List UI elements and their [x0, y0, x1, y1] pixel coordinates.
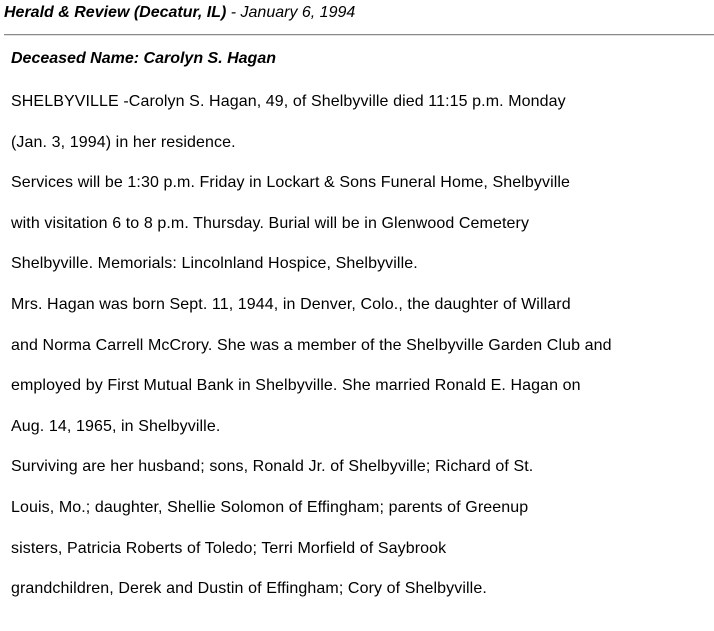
body-line: Mrs. Hagan was born Sept. 11, 1944, in Denver, Colo., the daughter of Willard — [11, 295, 571, 313]
header-divider — [4, 34, 714, 36]
header — [0, 0, 714, 36]
body-line: Aug. 14, 1965, in Shelbyville. — [11, 417, 221, 435]
header-line — [4, 3, 355, 23]
body-line: SHELBYVILLE -Carolyn S. Hagan, 49, of Shelbyville died 11:15 p.m. Monday — [11, 93, 566, 110]
body-line: Shelbyville. Memorials: Lincolnland Hospice, Shelbyville. — [11, 255, 418, 273]
header-separator: - — [226, 4, 241, 21]
body-line: and Norma Carrell McCrory. She was a member of the Shelbyville Garden Club and — [11, 336, 612, 354]
body-line: Surviving are her husband; sons, Ronald Jr. of Shelbyville; Richard of St. — [11, 458, 534, 476]
body-line: Services will be 1:30 p.m. Friday in Lockart & Sons Funeral Home, Shelbyville — [11, 174, 571, 192]
obituary-body — [11, 82, 711, 610]
body-line: employed by First Mutual Bank in Shelbyville. She married Ronald E. Hagan on — [11, 377, 581, 395]
body-line: grandchildren, Derek and Dustin of Effingham; Cory of Shelbyville. — [11, 580, 487, 598]
body-line: (Jan. 3, 1994) in her residence. — [11, 133, 236, 151]
body-line: sisters, Patricia Roberts of Toledo; Terri Morfield of Saybrook — [11, 539, 447, 557]
body-line: with visitation 6 to 8 p.m. Thursday. Burial will be in Glenwood Cemetery — [11, 214, 530, 232]
publication-name: Herald & Review (Decatur, IL) — [4, 4, 227, 21]
body-line: Louis, Mo.; daughter, Shellie Solomon of Effingham; parents of Greenup — [11, 498, 529, 516]
deceased-name-heading: Deceased Name: Carolyn S. Hagan — [11, 50, 276, 67]
publication-date: January 6, 1994 — [240, 4, 356, 21]
